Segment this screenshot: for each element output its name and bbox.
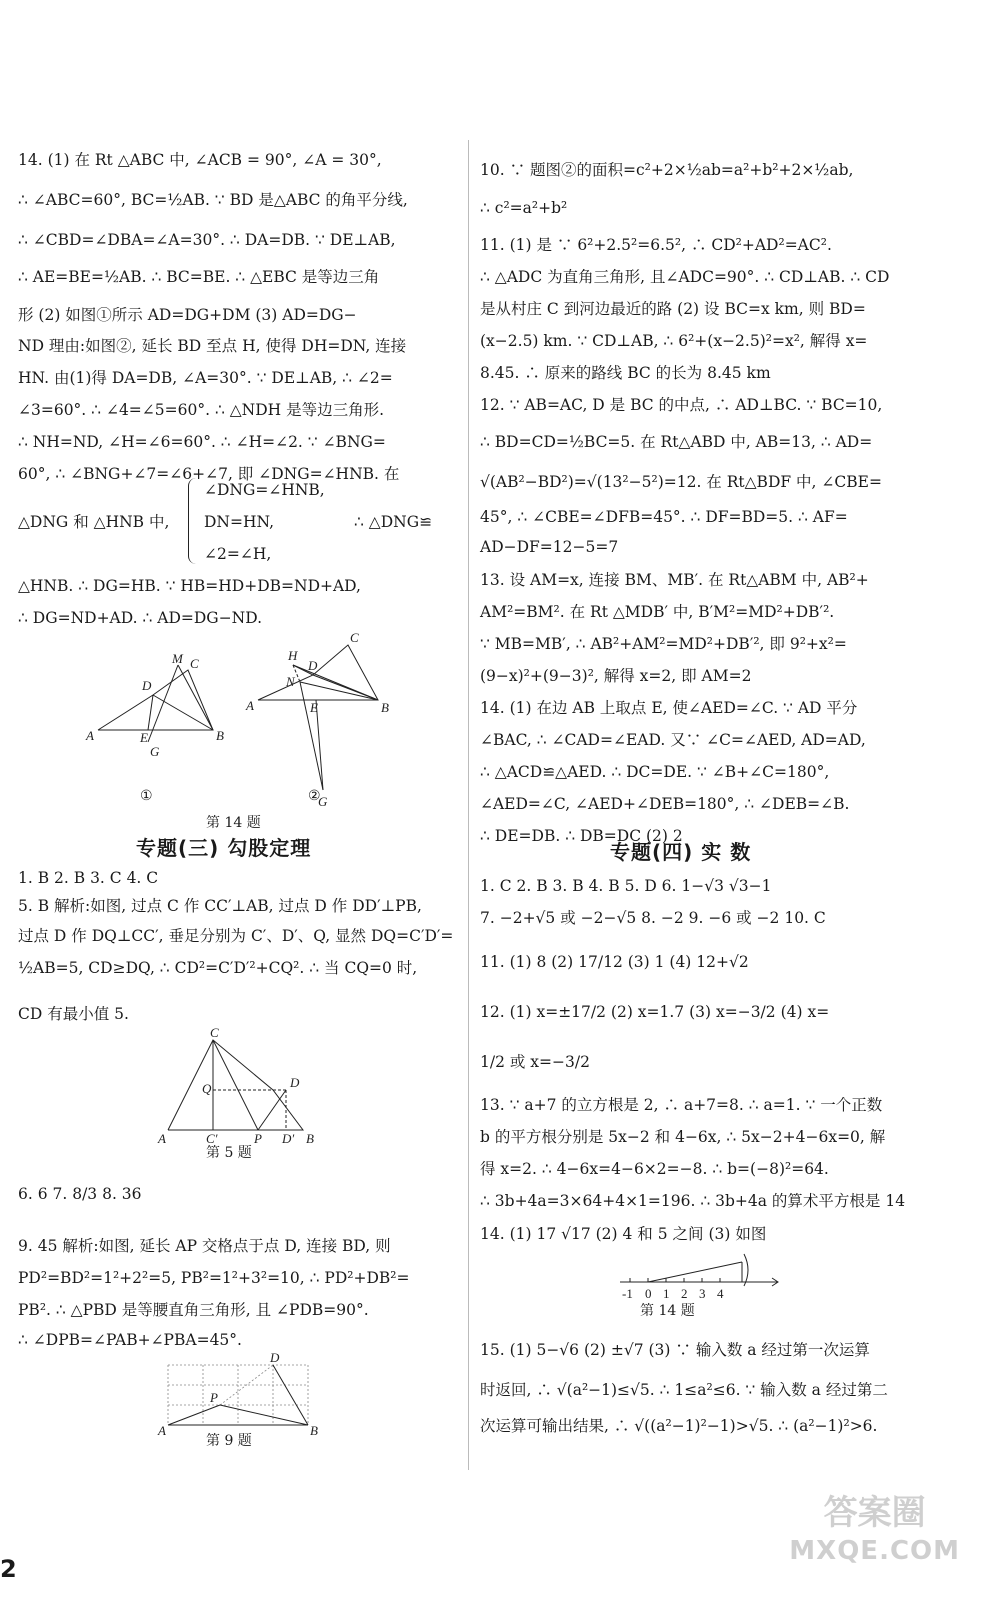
text-line: 时返回, ∴ √(a²−1)≤√5. ∴ 1≤a²≤6. ∵ 输入数 a 经过第二: [480, 1381, 888, 1399]
text-line: 9. 45 解析:如图, 延长 AP 交格点于点 D, 连接 BD, 则: [18, 1237, 391, 1255]
svg-text:H: H: [288, 648, 298, 663]
svg-text:G: G: [150, 744, 160, 759]
text-line: AD−DF=12−5=7: [480, 538, 619, 556]
tick-label: 2: [681, 1286, 688, 1301]
svg-text:B: B: [310, 1423, 318, 1438]
watermark-logo: 答案圈: [823, 1493, 926, 1533]
figure-5-diagram: [158, 1025, 328, 1146]
text-line: 14. (1) 在边 AB 上取点 E, 使∠AED=∠C. ∵ AD 平分: [480, 699, 858, 717]
svg-text:D: D: [142, 678, 152, 693]
text-line: 11. (1) 是 ∵ 6²+2.5²=6.5², ∴ CD²+AD²=AC².: [480, 236, 832, 254]
text-line: ∵ MB=MB′, ∴ AB²+AM²=MD²+DB′², 即 9²+x²=: [480, 635, 847, 653]
figure-14-diagram-2: [258, 645, 378, 790]
figure-caption: 第 9 题: [206, 1433, 252, 1449]
text-line: ∴ △ADC 为直角三角形, 且∠ADC=90°. ∴ CD⊥AB. ∴ CD: [480, 268, 890, 286]
svg-text:G: G: [318, 794, 328, 809]
text-line: 得 x=2. ∴ 4−6x=4−6×2=−8. ∴ b=(−8)²=64.: [480, 1160, 829, 1178]
svg-text:C: C: [350, 630, 359, 645]
figure-14-diagram-1: [98, 665, 213, 742]
figure-14-diagrams: [78, 630, 438, 810]
text-line: ∠BAC, ∴ ∠CAD=∠EAD. 又∵ ∠C=∠AED, AD=AD,: [480, 731, 866, 749]
watermark-url: MXQE.COM: [789, 1536, 960, 1566]
text-line: √(AB²−BD²)=√(13²−5²)=12. 在 Rt△BDF 中, ∠CBE=: [480, 473, 882, 491]
svg-text:B: B: [216, 728, 224, 743]
svg-text:C′: C′: [206, 1131, 218, 1146]
tick-label: 0: [645, 1286, 652, 1301]
svg-text:C: C: [210, 1025, 219, 1040]
text-line: 60°, ∴ ∠BNG+∠7=∠6+∠7, 即 ∠DNG=∠HNB. 在: [18, 465, 400, 483]
text-line: △HNB. ∴ DG=HB. ∵ HB=HD+DB=ND+AD,: [18, 577, 361, 595]
text-line: 过点 D 作 DQ⊥CC′, 垂足分别为 C′、D′、Q, 显然 DQ=C′D′=: [18, 927, 454, 945]
svg-text:C: C: [190, 656, 199, 671]
svg-text:D′: D′: [282, 1131, 295, 1146]
system-line: ∠2=∠H,: [204, 545, 272, 563]
tick-label: 1: [663, 1286, 670, 1301]
text-line: ∠3=60°. ∴ ∠4=∠5=60°. ∴ △NDH 是等边三角形.: [18, 401, 385, 419]
system-suffix: ∴ △DNG≌: [354, 513, 433, 531]
section-title: 专题(四) 实 数: [610, 840, 752, 864]
svg-text:D: D: [308, 658, 318, 673]
text-line: 1/2 或 x=−3/2: [480, 1053, 590, 1071]
svg-text:E: E: [310, 700, 318, 715]
text-line: (x−2.5) km. ∵ CD⊥AB, ∴ 6²+(x−2.5)²=x², 解得 x=: [480, 332, 868, 350]
svg-text:N: N: [286, 674, 295, 689]
section-title: 专题(三) 勾股定理: [136, 836, 312, 860]
text-line: 15. (1) 5−√6 (2) ±√7 (3) ∵ 输入数 a 经过第一次运算: [480, 1341, 870, 1359]
text-line: PD²=BD²=1²+2²=5, PB²=1²+3²=10, ∴ PD²+DB²=: [18, 1269, 410, 1287]
text-line: ∴ 3b+4a=3×64+4×1=196. ∴ 3b+4a 的算术平方根是 14: [480, 1192, 906, 1210]
text-line: 1. B 2. B 3. C 4. C: [18, 869, 159, 887]
column-divider: [468, 140, 469, 1470]
system-brace: [188, 478, 203, 564]
text-line: ½AB=5, CD≥DQ, ∴ CD²=C′D′²+CQ². ∴ 当 CQ=0 时,: [18, 959, 418, 977]
figure-label: ①: [140, 788, 153, 804]
text-line: b 的平方根分别是 5x−2 和 4−6x, ∴ 5x−2+4−6x=0, 解: [480, 1128, 886, 1146]
text-line: 10. ∵ 题图②的面积=c²+2×½ab=a²+b²+2×½ab,: [480, 161, 854, 179]
text-line: 7. −2+√5 或 −2−√5 8. −2 9. −6 或 −2 10. C: [480, 909, 826, 927]
text-line: ∴ AE=BE=½AB. ∴ BC=BE. ∴ △EBC 是等边三角: [18, 268, 380, 286]
text-line: 是从村庄 C 到河边最近的路 (2) 设 BC=x km, 则 BD=: [480, 300, 866, 318]
svg-text:A: A: [246, 698, 254, 713]
figure-9-diagram: [158, 1350, 338, 1438]
svg-text:A: A: [158, 1423, 166, 1438]
text-line: 形 (2) 如图①所示 AD=DG+DM (3) AD=DG−: [18, 306, 357, 324]
svg-text:E: E: [140, 730, 148, 745]
svg-text:M: M: [172, 651, 183, 666]
text-line: 13. ∵ a+7 的立方根是 2, ∴ a+7=8. ∴ a=1. ∵ 一个正数: [480, 1096, 883, 1114]
figure-label: ②: [308, 788, 321, 804]
text-line: 11. (1) 8 (2) 17/12 (3) 1 (4) 12+√2: [480, 953, 749, 971]
svg-text:D: D: [290, 1075, 300, 1090]
svg-text:P: P: [254, 1131, 262, 1146]
text-line: AM²=BM². 在 Rt △MDB′ 中, B′M²=MD²+DB′².: [480, 603, 835, 621]
text-line: ∴ BD=CD=½BC=5. 在 Rt△ABD 中, AB=13, ∴ AD=: [480, 433, 873, 451]
text-line: ∴ DG=ND+AD. ∴ AD=DG−ND.: [18, 609, 263, 627]
tick-label: -1: [622, 1286, 633, 1301]
text-line: ∴ NH=ND, ∠H=∠6=60°. ∴ ∠H=∠2. ∵ ∠BNG=: [18, 433, 386, 451]
text-line: (9−x)²+(9−3)², 解得 x=2, 即 AM=2: [480, 667, 752, 685]
system-line: ∠DNG=∠HNB,: [204, 481, 325, 499]
text-line: 5. B 解析:如图, 过点 C 作 CC′⊥AB, 过点 D 作 DD′⊥PB,: [18, 897, 422, 915]
text-line: PB². ∴ △PBD 是等腰直角三角形, 且 ∠PDB=90°.: [18, 1301, 369, 1319]
text-line: CD 有最小值 5.: [18, 1005, 129, 1023]
tick-label: 4: [717, 1286, 724, 1301]
text-line: 6. 6 7. 8/3 8. 36: [18, 1185, 142, 1203]
svg-text:P: P: [210, 1390, 218, 1405]
text-line: 12. (1) x=±17/2 (2) x=1.7 (3) x=−3/2 (4) x=: [480, 1003, 830, 1021]
text-line: ∴ ∠DPB=∠PAB+∠PBA=45°.: [18, 1331, 242, 1349]
text-line: HN. 由(1)得 DA=DB, ∠A=30°. ∵ DE⊥AB, ∴ ∠2=: [18, 369, 393, 387]
text-line: 14. (1) 在 Rt △ABC 中, ∠ACB = 90°, ∠A = 30°,: [18, 151, 382, 169]
svg-text:A: A: [86, 728, 94, 743]
figure-caption: 第 14 题: [640, 1303, 695, 1319]
text-line: ∴ △ACD≌△AED. ∴ DC=DE. ∵ ∠B+∠C=180°,: [480, 763, 830, 781]
text-line: 次运算可输出结果, ∴ √((a²−1)²−1)>√5. ∴ (a²−1)²>6.: [480, 1417, 878, 1435]
text-line: ∴ ∠CBD=∠DBA=∠A=30°. ∴ DA=DB. ∵ DE⊥AB,: [18, 231, 396, 249]
text-line: ∴ ∠ABC=60°, BC=½AB. ∵ BD 是△ABC 的角平分线,: [18, 191, 408, 209]
text-line: ∠AED=∠C, ∠AED+∠DEB=180°, ∴ ∠DEB=∠B.: [480, 795, 850, 813]
svg-text:Q: Q: [202, 1081, 212, 1096]
text-line: ∴ DE=DB. ∴ DB=DC (2) 2: [480, 827, 683, 845]
text-line: ND 理由:如图②, 延长 BD 至点 H, 使得 DH=DN, 连接: [18, 337, 407, 355]
svg-text:B: B: [381, 700, 389, 715]
watermark: [789, 1494, 960, 1570]
number-line-diagram: [620, 1252, 790, 1302]
figure-caption: 第 14 题: [206, 815, 261, 831]
system-prefix: △DNG 和 △HNB 中,: [18, 513, 170, 531]
page-number: 2: [0, 1555, 17, 1583]
system-line: DN=HN,: [204, 513, 274, 531]
svg-text:D: D: [270, 1350, 280, 1365]
svg-text:B: B: [306, 1131, 314, 1146]
text-line: 14. (1) 17 √17 (2) 4 和 5 之间 (3) 如图: [480, 1225, 767, 1243]
text-line: 45°, ∴ ∠CBE=∠DFB=45°. ∴ DF=BD=5. ∴ AF=: [480, 508, 848, 526]
svg-text:A: A: [158, 1131, 166, 1146]
tick-label: 3: [699, 1286, 706, 1301]
figure-caption: 第 5 题: [206, 1145, 252, 1161]
text-line: 1. C 2. B 3. B 4. B 5. D 6. 1−√3 √3−1: [480, 877, 772, 895]
text-line: 8.45. ∴ 原来的路线 BC 的长为 8.45 km: [480, 364, 771, 382]
text-line: 12. ∵ AB=AC, D 是 BC 的中点, ∴ AD⊥BC. ∵ BC=10,: [480, 396, 883, 414]
text-line: 13. 设 AM=x, 连接 BM、MB′. 在 Rt△ABM 中, AB²+: [480, 571, 869, 589]
text-line: ∴ c²=a²+b²: [480, 199, 568, 217]
